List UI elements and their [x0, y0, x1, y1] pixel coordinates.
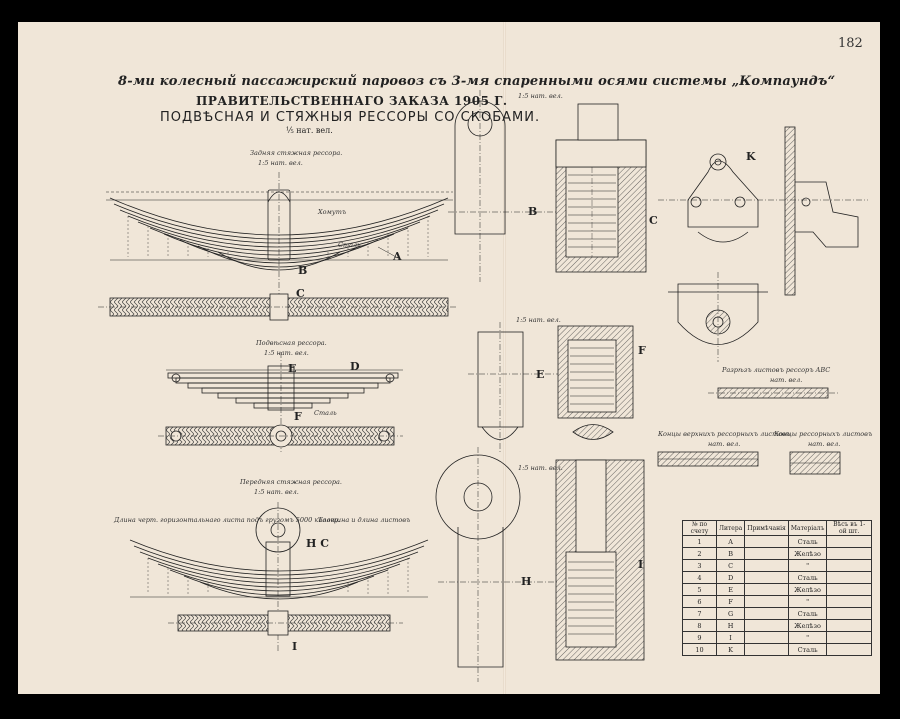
view-title-detail-abc: Разрѣзъ листовъ рессоръ ABC	[722, 366, 831, 374]
table-cell-material: Желѣзо	[788, 620, 827, 632]
view-title-top-spring: Задняя стяжная рессора.	[250, 149, 343, 157]
table-cell-letter: E	[716, 584, 744, 596]
label-i-right: I	[638, 558, 644, 571]
view-title-bottom-spring: Передняя стяжная рессора.	[240, 478, 342, 486]
shackle-section-f	[558, 326, 633, 440]
table-cell-no: 9	[683, 632, 717, 644]
table-cell-letter: F	[716, 596, 744, 608]
table-cell-note	[745, 536, 789, 548]
table-cell-weight	[827, 596, 872, 608]
label-hc: H C	[306, 537, 329, 550]
drawing-scale: ⅕ нат. вел.	[286, 126, 333, 135]
table-cell-letter: C	[716, 560, 744, 572]
table-cell-weight	[827, 644, 872, 656]
view-scale-detail-right: нат. вел.	[808, 440, 841, 448]
label-h-right: H	[521, 575, 532, 588]
table-cell-letter: I	[716, 632, 744, 644]
annotation-collar: Хомутъ	[318, 208, 347, 216]
view-scale-bottom-spring: 1:5 нат. вел.	[254, 488, 299, 496]
table-row	[683, 644, 872, 656]
table-cell-note	[745, 620, 789, 632]
view-scale-top-spring: 1:5 нат. вел.	[258, 159, 303, 167]
label-e: E	[288, 362, 297, 375]
table-cell-note	[745, 560, 789, 572]
table-cell-note	[745, 596, 789, 608]
table-row	[683, 548, 872, 560]
detail-leaf-ends	[658, 452, 840, 474]
table-cell-no: 4	[683, 572, 717, 584]
table-cell-weight	[827, 632, 872, 644]
table-row	[683, 536, 872, 548]
table-cell-material: Желѣзо	[788, 548, 827, 560]
table-cell-letter: D	[716, 572, 744, 584]
table-cell-note	[745, 632, 789, 644]
table-cell-note	[745, 572, 789, 584]
table-cell-material: Сталь	[788, 608, 827, 620]
drawing-heading: ПОДВѢСНАЯ И СТЯЖНЫЯ РЕССОРЫ СО СКОБАМИ.	[160, 110, 541, 125]
table-cell-letter: K	[716, 644, 744, 656]
view-title-detail-right: Концы рессорныхъ листовъ	[774, 430, 873, 438]
table-header: Примѣчанія	[745, 521, 789, 536]
table-cell-no: 7	[683, 608, 717, 620]
label-b: B	[298, 264, 308, 277]
table-cell-weight	[827, 548, 872, 560]
annotation-scale-h: 1:5 нат. вел.	[518, 464, 563, 472]
table-cell-weight	[827, 608, 872, 620]
table-header: Матеріалъ	[788, 521, 827, 536]
parts-table	[682, 520, 872, 656]
table-cell-note	[745, 644, 789, 656]
table-cell-material: Желѣзо	[788, 584, 827, 596]
detail-abc	[708, 388, 838, 398]
table-cell-letter: H	[716, 620, 744, 632]
table-cell-no: 5	[683, 584, 717, 596]
table-cell-weight	[827, 536, 872, 548]
table-cell-weight	[827, 620, 872, 632]
table-cell-no: 6	[683, 596, 717, 608]
annotation-scale-b: 1:5 нат. вел.	[518, 92, 563, 100]
table-row	[683, 560, 872, 572]
shackle-link-e	[468, 322, 558, 452]
table-cell-weight	[827, 584, 872, 596]
table-cell-note	[745, 584, 789, 596]
label-f-right: F	[638, 344, 646, 357]
drawing-sheet	[18, 22, 880, 694]
table-cell-no: 1	[683, 536, 717, 548]
table-header-row	[683, 521, 872, 536]
table-cell-material: "	[788, 560, 827, 572]
table-header: Вѣсъ въ 1-ой шт.	[827, 521, 872, 536]
table-header: № по счету	[683, 521, 717, 536]
label-a: A	[393, 250, 402, 263]
shackle-link-h	[436, 447, 558, 682]
shackle-section-i	[556, 460, 644, 660]
table-row	[683, 596, 872, 608]
view-title-middle-spring: Подвѣсная рессора.	[256, 339, 327, 347]
table-cell-note	[745, 548, 789, 560]
table-cell-material: Сталь	[788, 644, 827, 656]
label-e-right: E	[536, 368, 545, 381]
label-c: C	[296, 287, 305, 300]
bracket-lower	[668, 272, 768, 362]
annotation-scale-e: 1:5 нат. вел.	[516, 316, 561, 324]
table-body	[683, 536, 872, 656]
label-i: I	[292, 640, 298, 653]
table-cell-letter: B	[716, 548, 744, 560]
table-cell-letter: G	[716, 608, 744, 620]
bottom-spring-plan-view	[168, 611, 403, 635]
annotation-bottom-right: Толщина и длина листовъ	[318, 516, 411, 524]
table-cell-no: 10	[683, 644, 717, 656]
table-cell-no: 3	[683, 560, 717, 572]
view-scale-detail-left: нат. вел.	[708, 440, 741, 448]
table-cell-letter: A	[716, 536, 744, 548]
view-scale-detail-abc: нат. вел.	[770, 376, 803, 384]
top-leaf-spring	[106, 172, 453, 312]
label-f: F	[294, 410, 302, 423]
annotation-bottom-left: Длина черт. горизонтальнаго листа подъ грузомъ 5000 килогр.	[114, 516, 340, 524]
table-row	[683, 632, 872, 644]
label-b-right: B	[528, 205, 538, 218]
table-cell-note	[745, 608, 789, 620]
table-cell-no: 8	[683, 620, 717, 632]
view-scale-middle-spring: 1:5 нат. вел.	[264, 349, 309, 357]
bracket-plate-k	[658, 127, 868, 295]
view-title-detail-left: Концы верхнихъ рессорныхъ листовъ	[658, 430, 791, 438]
annotation-steel-top: Сталь	[338, 241, 361, 249]
table-cell-material: Сталь	[788, 536, 827, 548]
label-k: K	[746, 150, 756, 163]
drawing-title: 8-ми колесный пассажирский паровоз съ 3-мя спаренными осями системы „Компаундъ“	[118, 74, 836, 89]
table-row	[683, 620, 872, 632]
table-header: Литера	[716, 521, 744, 536]
table-cell-no: 2	[683, 548, 717, 560]
label-c-right: C	[649, 214, 658, 227]
table-cell-material: "	[788, 596, 827, 608]
top-spring-plan-view	[98, 294, 458, 320]
table-row	[683, 608, 872, 620]
table-cell-weight	[827, 560, 872, 572]
table-cell-material: Сталь	[788, 572, 827, 584]
page-number: 182	[838, 36, 863, 51]
label-d: D	[350, 360, 360, 373]
table-row	[683, 572, 872, 584]
table-cell-material: "	[788, 632, 827, 644]
drawing-subtitle: ПРАВИТЕЛЬСТВЕННАГО ЗАКАЗА 1905 Г.	[196, 94, 508, 108]
shackle-section-b	[556, 104, 646, 272]
table-row	[683, 584, 872, 596]
annotation-steel-middle: Сталь	[314, 409, 337, 417]
middle-spring-plan-view	[158, 425, 403, 447]
table-cell-weight	[827, 572, 872, 584]
